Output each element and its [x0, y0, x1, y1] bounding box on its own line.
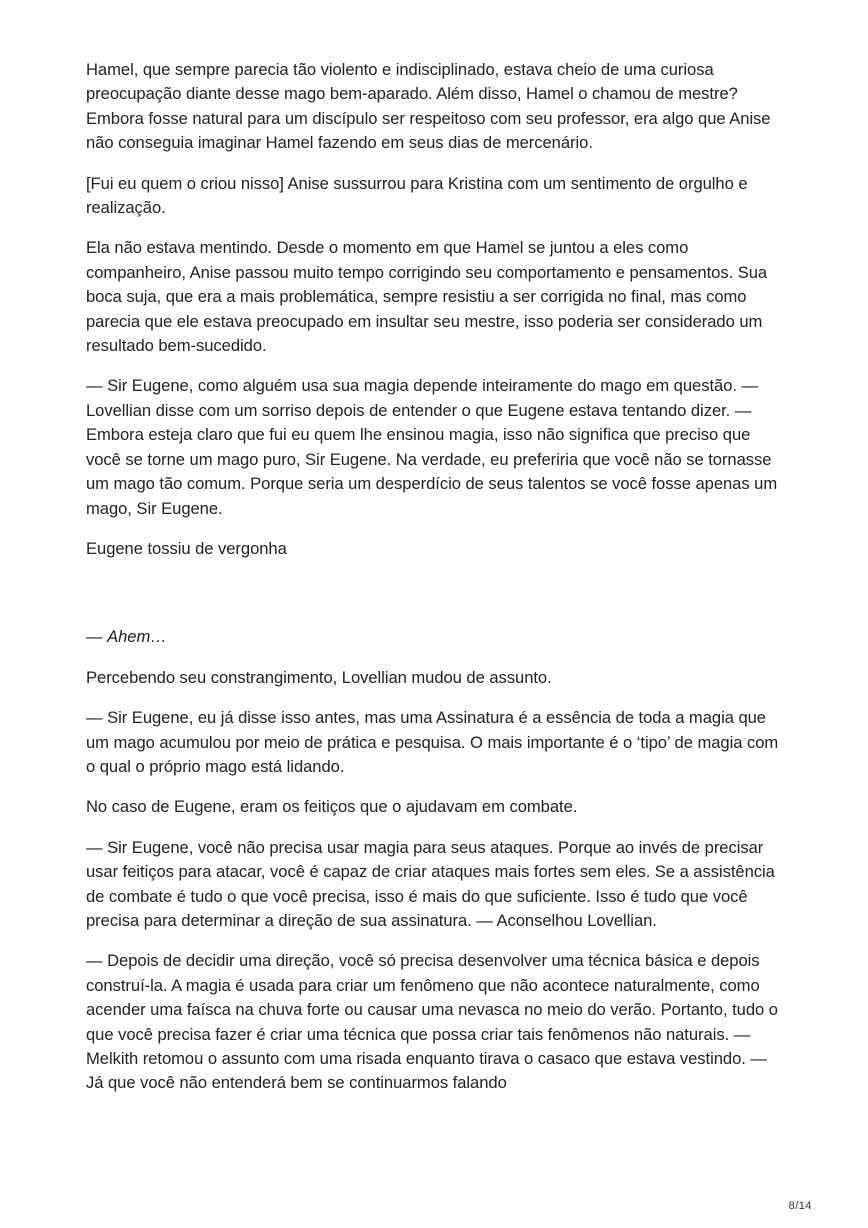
paragraph: [Fui eu quem o criou nisso] Anise sussurrou para Kristina com um sentimento de orgulho e realização. [86, 173, 748, 218]
blank-space [86, 577, 786, 625]
ahem-line [86, 625, 786, 649]
document-body [86, 58, 786, 1112]
paragraph: Hamel, que sempre parecia tão violento e indisciplinado, estava cheio de uma curiosa preocupação diante desse mago bem-aparado. Além disso, Hamel o chamou de mestre? Embora fosse natural para um discípulo ser respeitoso com seu professor, era algo que Anise não conseguia imaginar Hamel fazendo em seus dias de mercenário. [86, 60, 771, 153]
paragraph: Eugene tossiu de vergonha [86, 538, 287, 558]
paragraph: Ela não estava mentindo. Desde o momento em que Hamel se juntou a eles como companheiro, Anise passou muito tempo corrigindo seu comportamento e pensamentos. Sua boca suja, que era a mais problemática, sempre resistiu a ser corrigida no final, mas como parecia que ele estava preocupado em insultar seu mestre, isso poderia ser considerado um resultado bem-sucedido. [86, 238, 768, 356]
paragraph: — Sir Eugene, como alguém usa sua magia depende inteiramente do mago em questão. — Lovellian disse com um sorriso depois de entender o que Eugene estava tentando dizer. — Embora esteja claro que fui eu quem lhe ensinou magia, isso não significa que preciso que você se torne um mago puro, Sir Eugene. Na verdade, eu preferiria que você não se tornasse um mago tão comum. Porque seria um desperdício de seus talentos se você fosse apenas um mago, Sir Eugene. [86, 376, 778, 518]
ahem-dash: — [86, 627, 108, 647]
ahem-text: Ahem… [107, 627, 167, 647]
paragraph: — Sir Eugene, você não precisa usar magia para seus ataques. Porque ao invés de precisar usar feitiços para atacar, você é capaz de criar ataques mais fortes sem eles. Se a assistência de combate é tudo o que você precisa, isso é mais do que suficiente. Isso é tudo que você precisa para determinar a direção de sua assinatura. — Aconselhou Lovellian. [86, 837, 775, 930]
paragraph: — Depois de decidir uma direção, você só precisa desenvolver uma técnica básica e depois construí-la. A magia é usada para criar um fenômeno que não acontece naturalmente, como acender uma faísca na chuva forte ou causar uma nevasca no meio do verão. Portanto, tudo o que você precisa fazer é criar uma técnica que possa criar tais fenômenos não naturais. — Melkith retomou o assunto com uma risada enquanto tirava o casaco que estava vestindo. — Já que você não entenderá bem se continuarmos falando [86, 951, 778, 1093]
page-number: 8/14 [788, 1200, 812, 1212]
paragraph: — Sir Eugene, eu já disse isso antes, mas uma Assinatura é a essência de toda a magia que um mago acumulou por meio de prática e pesquisa. O mais importante é o ‘tipo’ de magia com o qual o próprio mago está lidando. [86, 708, 779, 776]
paragraph: No caso de Eugene, eram os feitiços que o ajudavam em combate. [86, 797, 578, 817]
paragraph: Percebendo seu constrangimento, Lovellian mudou de assunto. [86, 667, 552, 687]
